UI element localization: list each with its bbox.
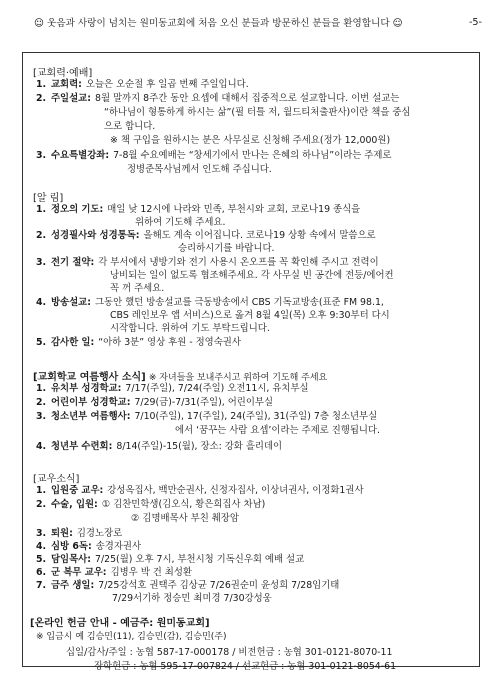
offering-note: ※ 입금시 예 김승민(11), 김승민(감), 김승민(주) bbox=[36, 632, 227, 642]
notice-item-2: 2. 성경필사와 성경통독: 올해도 계속 이어집니다. 코로나19 상황 속에서 말씀으로 bbox=[36, 230, 376, 241]
section-title-school bbox=[33, 368, 327, 383]
calendar-item-2-line-3: 으로 합니다. bbox=[104, 121, 156, 132]
calendar-item-3: 3. 수요특별강좌: 7-8월 수요예배는 “창세기에서 만나는 은혜의 하나님”이라는 주제로 bbox=[36, 150, 392, 161]
notice-item-3-line-2: 낭비되는 일이 없도록 협조해주세요. 각 사무실 빈 공간에 전등/에어컨 bbox=[110, 270, 394, 281]
page-number: -5- bbox=[468, 16, 482, 28]
member-item-7: 7. 금주 생일: 7/25강석호 권택주 김상균 7/26권순미 윤성희 7/28임기태 bbox=[36, 580, 340, 591]
school-item-3: 3. 청소년부 여름행사: 7/10(주일), 17(주일), 24(주일), 31(주일) 7층 청소년부실 bbox=[36, 411, 378, 422]
member-item-2-line-2: ② 김명배목사 부친 췌장암 bbox=[131, 513, 239, 524]
notice-item-1: 1. 정오의 기도: 매일 낮 12시에 나라와 민족, 부천시와 교회, 코로나19 종식을 bbox=[36, 204, 361, 215]
member-item-1: 1. 입원중 교우: 강성옥집사, 백만순권사, 신정자집사, 이상녀권사, 이정화1권사 bbox=[36, 485, 364, 496]
notice-item-1-line-2: 위하여 기도해 주세요. bbox=[135, 217, 226, 228]
member-item-5: 5. 담임목사: 7/25(월) 오후 7시, 부천시청 기독신우회 예배 설교 bbox=[36, 554, 305, 565]
notice-item-4-line-2: CBS 레인보우 앱 서비스)으로 옮겨 8월 4일(목) 오후 9:30부터 다시 bbox=[110, 310, 390, 321]
offering-account-line-2: 장학헌금 : 농협 595-17-007824 / 선교헌금 : 농협 301-0121-8054-61 bbox=[94, 661, 397, 672]
member-item-2: 2. 수술, 입원: ① 김찬민학생(김오식, 황은희집사 차남) bbox=[36, 499, 266, 510]
book-note: ※ 책 구입을 원하시는 분은 사무실로 신청해 주세요(정가 12,000원) bbox=[110, 135, 391, 146]
notice-item-2-line-2: 승리하시기를 바랍니다. bbox=[178, 243, 275, 254]
school-title: [교회학교 여름행사 소식] bbox=[33, 372, 146, 383]
section-title-calendar: [교회력·예배] bbox=[33, 68, 93, 79]
notice-item-4: 4. 방송설교: 그동안 했던 방송설교를 극동방송에서 CBS 기독교방송(표준 FM 98.1, bbox=[36, 297, 384, 308]
school-subtitle: ※ 자녀들을 보내주시고 위하여 기도해 주세요 bbox=[148, 373, 328, 383]
offering-account-line-1: 십일/감사/주일 : 농협 587-17-000178 / 비전헌금 : 농협 301-0121-8070-11 bbox=[66, 647, 393, 658]
offering-title: [온라인 헌금 안내 - 예금주: 원미동교회] bbox=[30, 618, 210, 629]
member-item-3: 3. 퇴원: 김경노장로 bbox=[36, 528, 123, 539]
school-item-1: 1. 유치부 성경학교: 7/17(주일), 7/24(주일) 오전11시, 유치부실 bbox=[36, 383, 309, 394]
school-item-4: 4. 청년부 수련회: 8/14(주일)-15(월), 장소: 강화 흘리데이 bbox=[36, 441, 283, 452]
member-item-4: 4. 심방 6독: 송경자권사 bbox=[36, 541, 142, 552]
calendar-item-2: 2. 주일설교: 8월 말까지 8주간 동안 요셉에 대해서 집중적으로 설교합니다. 이번 설교는 bbox=[36, 93, 400, 104]
school-item-2: 2. 어린이부 성경학교: 7/29(금)-7/31(주일), 어린이부실 bbox=[36, 397, 273, 408]
notice-item-5: 5. 감사한 일: “아하 3분” 영상 후원 - 정영숙권사 bbox=[36, 337, 241, 348]
calendar-item-3-line-2: 정병준목사님께서 인도해 주십니다. bbox=[127, 164, 272, 175]
calendar-item-2-line-2: “하나님이 형통하게 하시는 삶”(필 터틀 저, 월드티처출판사)이란 책을 중심 bbox=[104, 107, 411, 118]
school-item-3-line-2: 에서 ‘꿈꾸는 사람 요셉’이라는 주제로 진행됩니다. bbox=[175, 425, 380, 436]
notice-item-3: 3. 전기 절약: 각 부서에서 냉방기와 전기 사용시 온오프를 꼭 확인해 주시고 전력이 bbox=[36, 257, 379, 268]
section-title-notices: [알 림] bbox=[33, 193, 64, 204]
page-header bbox=[34, 11, 482, 33]
member-item-6: 6. 군 복무 교우: 김병우 박 건 최성환 bbox=[36, 567, 192, 578]
welcome-text: ☺ 웃음과 사랑이 넘치는 원미동교회에 처음 오신 분들과 방문하신 분들을 환영합니다 ☺ bbox=[34, 18, 403, 29]
notice-item-3-line-3: 꼭 꺼 주세요. bbox=[110, 283, 165, 294]
section-title-members: [교우소식] bbox=[33, 474, 80, 485]
notice-item-4-line-3: 시작합니다. 위하여 기도 부탁드립니다. bbox=[110, 323, 270, 334]
member-item-7-line-2: 7/29서기하 정승민 최미경 7/30강성웅 bbox=[112, 593, 272, 604]
calendar-item-1: 1. 교회력: 오늘은 오순절 후 일곱 번째 주일입니다. bbox=[36, 79, 249, 90]
